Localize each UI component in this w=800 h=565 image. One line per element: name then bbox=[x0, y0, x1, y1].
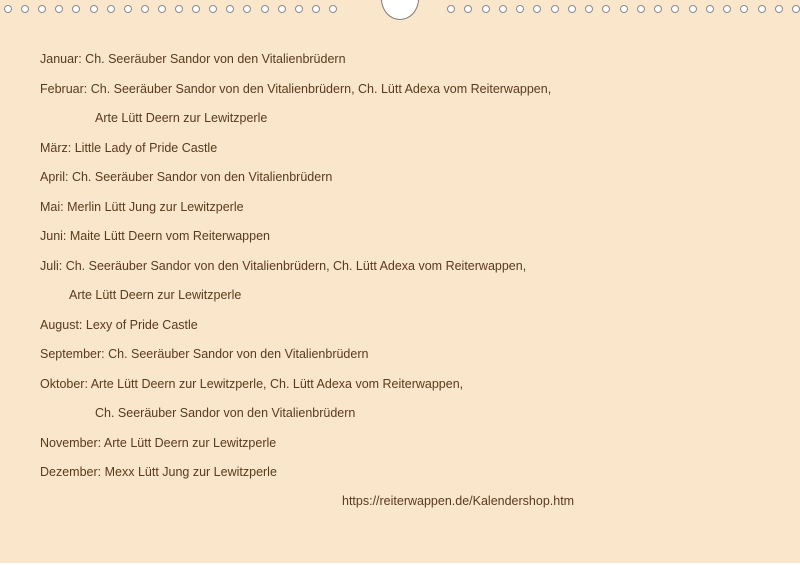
month-line: Februar: Ch. Seeräuber Sandor von den Vitalienbrüdern, Ch. Lütt Adexa vom Reiterwappen, bbox=[40, 81, 552, 96]
binding-hole bbox=[447, 5, 455, 13]
binding-hole bbox=[21, 5, 29, 13]
binding-hole bbox=[706, 5, 714, 13]
binding-hole bbox=[758, 5, 766, 13]
month-line: Juli: Ch. Seeräuber Sandor von den Vitalienbrüdern, Ch. Lütt Adexa vom Reiterwappen, bbox=[40, 258, 527, 273]
binding-hole bbox=[329, 5, 337, 13]
website-link[interactable]: https://reiterwappen.de/Kalendershop.htm bbox=[342, 494, 575, 508]
month-list bbox=[40, 51, 551, 494]
binding-hole bbox=[295, 5, 303, 13]
binding-hole bbox=[516, 5, 524, 13]
binding-hole bbox=[243, 5, 251, 13]
binding-hole bbox=[533, 5, 541, 13]
month-line: April: Ch. Seeräuber Sandor von den Vitalienbrüdern bbox=[40, 170, 333, 184]
month-line: September: Ch. Seeräuber Sandor von den Vitalienbrüdern bbox=[40, 347, 369, 361]
month-line-continuation: Ch. Seeräuber Sandor von den Vitalienbrüdern bbox=[95, 406, 356, 420]
binding-hole bbox=[141, 5, 149, 13]
month-line: März: Little Lady of Pride Castle bbox=[40, 140, 218, 155]
binding-hole bbox=[740, 5, 748, 13]
binding-hole bbox=[602, 5, 610, 13]
binding-hole bbox=[90, 5, 98, 13]
binding-hole bbox=[723, 5, 731, 13]
binding-hole bbox=[775, 5, 783, 13]
month-line: August: Lexy of Pride Castle bbox=[40, 317, 198, 332]
month-line: Dezember: Mexx Lütt Jung zur Lewitzperle bbox=[40, 465, 277, 479]
binding-hole bbox=[312, 5, 320, 13]
binding-hole bbox=[192, 5, 200, 13]
month-line-continuation: Arte Lütt Deern zur Lewitzperle bbox=[69, 288, 242, 302]
binding-hole bbox=[464, 5, 472, 13]
binding-hole bbox=[620, 5, 628, 13]
binding-hole bbox=[482, 5, 490, 13]
binding-hole bbox=[55, 5, 63, 13]
binding-hole bbox=[4, 5, 12, 13]
month-line: Januar: Ch. Seeräuber Sandor von den Vitalienbrüdern bbox=[40, 52, 346, 66]
month-line-continuation: Arte Lütt Deern zur Lewitzperle bbox=[95, 111, 268, 125]
binding-hole bbox=[209, 5, 217, 13]
binding-hole bbox=[226, 5, 234, 13]
binding-hole bbox=[107, 5, 115, 13]
binding-hole bbox=[158, 5, 166, 13]
binding-hole bbox=[261, 5, 269, 13]
month-line: Juni: Maite Lütt Deern vom Reiterwappen bbox=[40, 229, 270, 243]
binding-hole bbox=[654, 5, 662, 13]
binding-hole bbox=[568, 5, 576, 13]
binding-hole bbox=[124, 5, 132, 13]
binding-hole bbox=[72, 5, 80, 13]
binding-hole bbox=[671, 5, 679, 13]
month-line: Oktober: Arte Lütt Deern zur Lewitzperle, Ch. Lütt Adexa vom Reiterwappen, bbox=[40, 376, 464, 391]
binding-hole bbox=[585, 5, 593, 13]
month-line: Mai: Merlin Lütt Jung zur Lewitzperle bbox=[40, 199, 244, 214]
binding-hole bbox=[689, 5, 697, 13]
binding-hole bbox=[551, 5, 559, 13]
binding-hole bbox=[38, 5, 46, 13]
binding-hole bbox=[637, 5, 645, 13]
binding-hole bbox=[792, 5, 800, 13]
binding-hole bbox=[175, 5, 183, 13]
binding-hole bbox=[278, 5, 286, 13]
binding-hole bbox=[499, 5, 507, 13]
month-line: November: Arte Lütt Deern zur Lewitzperle bbox=[40, 435, 277, 450]
